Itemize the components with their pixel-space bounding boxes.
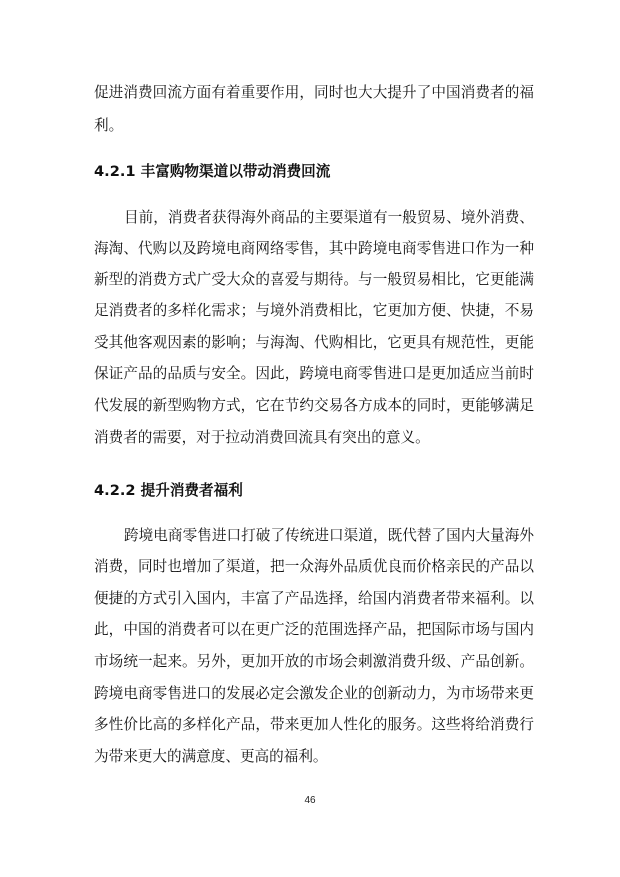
section1-line-5: 受其他客观因素的影响；与海淘、代购相比，它更具有规范性，更能 — [94, 334, 534, 351]
intro-line-1: 促进消费回流方面有着重要作用，同时也大大提升了中国消费者的福 — [94, 84, 534, 101]
section1-line-4: 足消费者的多样化需求；与境外消费相比，它更加方便、快捷，不易 — [94, 302, 534, 319]
page-number: 46 — [304, 795, 316, 806]
section1-line-1: 目前，消费者获得海外商品的主要渠道有一般贸易、境外消费、 — [124, 209, 534, 226]
section1-line-7: 代发展的新型购物方式，它在节约交易各方成本的同时，更能够满足 — [94, 397, 534, 414]
section2-line-6: 跨境电商零售进口的发展必定会激发企业的创新动力，为市场带来更 — [94, 685, 534, 702]
section1-line-6: 保证产品的品质与安全。因此，跨境电商零售进口是更加适应当前时 — [94, 365, 534, 382]
section-heading-4-2-2: 4.2.2 提升消费者福利 — [94, 482, 243, 499]
section2-line-4: 此，中国的消费者可以在更广泛的范围选择产品，把国际市场与国内 — [94, 621, 534, 638]
section1-line-8: 消费者的需要，对于拉动消费回流具有突出的意义。 — [94, 429, 430, 446]
section-heading-4-2-1: 4.2.1 丰富购物渠道以带动消费回流 — [94, 163, 331, 180]
intro-line-2: 利。 — [94, 117, 124, 134]
section1-line-2: 海淘、代购以及跨境电商网络零售，其中跨境电商零售进口作为一种 — [94, 240, 534, 257]
section2-line-2: 消费，同时也增加了渠道，把一众海外品质优良而价格亲民的产品以 — [94, 558, 534, 575]
section2-line-7: 多性价比高的多样化产品，带来更加人性化的服务。这些将给消费行 — [94, 716, 534, 733]
section2-line-5: 市场统一起来。另外，更加开放的市场会刺激消费升级、产品创新。 — [94, 653, 534, 670]
section2-line-1: 跨境电商零售进口打破了传统进口渠道，既代替了国内大量海外 — [124, 527, 534, 544]
section2-line-8: 为带来更大的满意度、更高的福利。 — [94, 748, 328, 765]
section1-line-3: 新型的消费方式广受大众的喜爱与期待。与一般贸易相比，它更能满 — [94, 271, 534, 288]
section2-line-3: 便捷的方式引入国内，丰富了产品选择，给国内消费者带来福利。以 — [94, 590, 534, 607]
